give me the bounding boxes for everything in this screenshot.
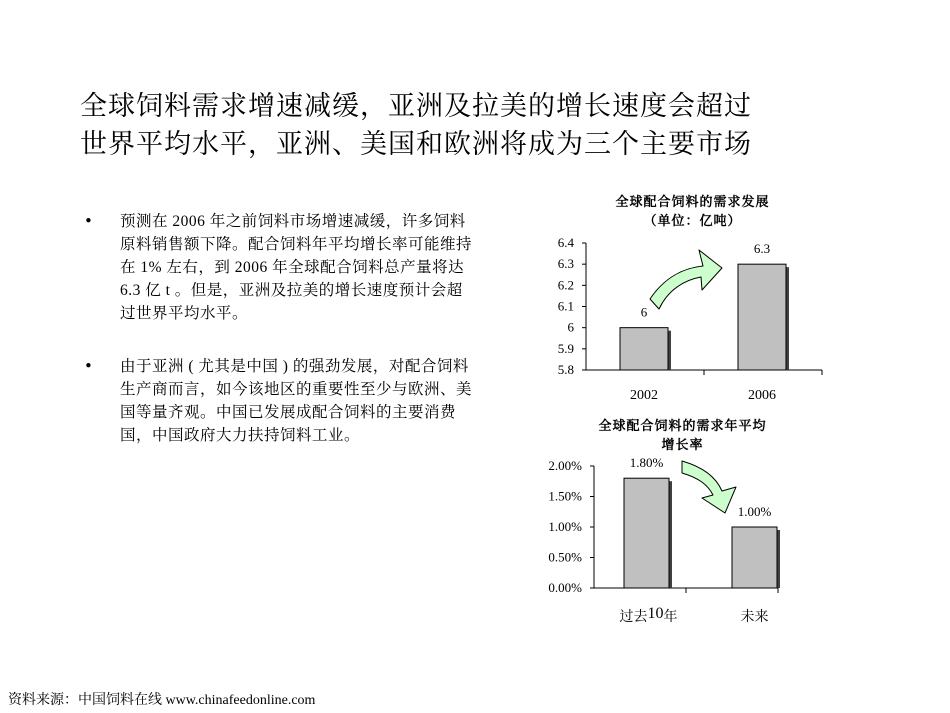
chart-2-decline-arrow — [682, 461, 736, 513]
chart-1-subtitle: （单位：亿吨） — [643, 214, 742, 229]
chart-1-data-label: 6.3 — [753, 241, 771, 257]
chart-1-bar — [738, 264, 786, 370]
chart-2-y-tick-label: 1.50% — [548, 488, 582, 504]
page-title-line-1: 全球饲料需求增速减缓，亚洲及拉美的增长速度会超过 — [80, 91, 752, 122]
bullet-text: 由于亚洲 ( 尤其是中国 ) 的强劲发展，对配合饲料生产商而言，如今该地区的重要性至少与欧洲、美国等量齐观。中国已发展成配合饲料的主要消费国，中国政府大力扶持饲料工业。 — [120, 358, 473, 444]
chart-2-y-tick-label: 1.00% — [548, 519, 582, 534]
chart-1-y-tick-label: 5.9 — [557, 340, 574, 356]
chart-2-bar — [732, 527, 777, 588]
chart-1-category-label: 2006 — [748, 388, 776, 403]
chart-2-y-tick-label: 2.00% — [548, 458, 582, 473]
chart-1-y-tick-label: 6.4 — [557, 235, 574, 250]
chart-2-data-label: 1.00% — [737, 504, 772, 519]
chart-2-y-tick-label: 0.00% — [548, 580, 582, 595]
page-title-line-2: 世界平均水平，亚洲、美国和欧洲将成为三个主要市场 — [80, 129, 752, 160]
chart-2-title-line: 全球配合饲料的需求年平均 — [598, 419, 767, 434]
chart-2-bar — [624, 478, 669, 588]
chart-1-y-tick-label: 6 — [567, 319, 574, 335]
chart-2-category-label: 未来 — [740, 610, 769, 625]
source-note: 资料来源：中国饲料在线 www.chinafeedonline.com — [8, 693, 316, 708]
chart-2-data-label: 1.80% — [629, 455, 664, 471]
bullet-mark: • — [84, 357, 93, 375]
chart-1-y-tick-label: 5.8 — [557, 362, 574, 377]
bullet-mark: • — [84, 212, 93, 230]
chart-2-category-label: 过去10年 — [619, 605, 678, 625]
chart-1-growth-arrow — [650, 250, 722, 309]
chart-1-y-tick-label: 6.1 — [557, 298, 574, 314]
chart-1-y-tick-label: 6.2 — [557, 277, 574, 293]
chart-2-subtitle: 增长率 — [661, 438, 704, 453]
chart-1-title-line: 全球配合饲料的需求发展 — [615, 195, 770, 210]
chart-1-y-tick-label: 6.3 — [557, 256, 574, 272]
bullet-text: 预测在 2006 年之前饲料市场增速减缓，许多饲料原料销售额下降。配合饲料年平均增长率可能维持在 1% 左右，到 2006 年全球配合饲料总产量将达 6.3 亿 t 。但是，亚洲及拉美的增长速度预计会超过世界平均水平。 — [120, 213, 473, 322]
chart-1-bar — [620, 328, 668, 370]
chart-1-category-label: 2002 — [630, 388, 658, 403]
chart-1-data-label: 6 — [640, 304, 648, 320]
chart-2-y-tick-label: 0.50% — [548, 549, 582, 565]
